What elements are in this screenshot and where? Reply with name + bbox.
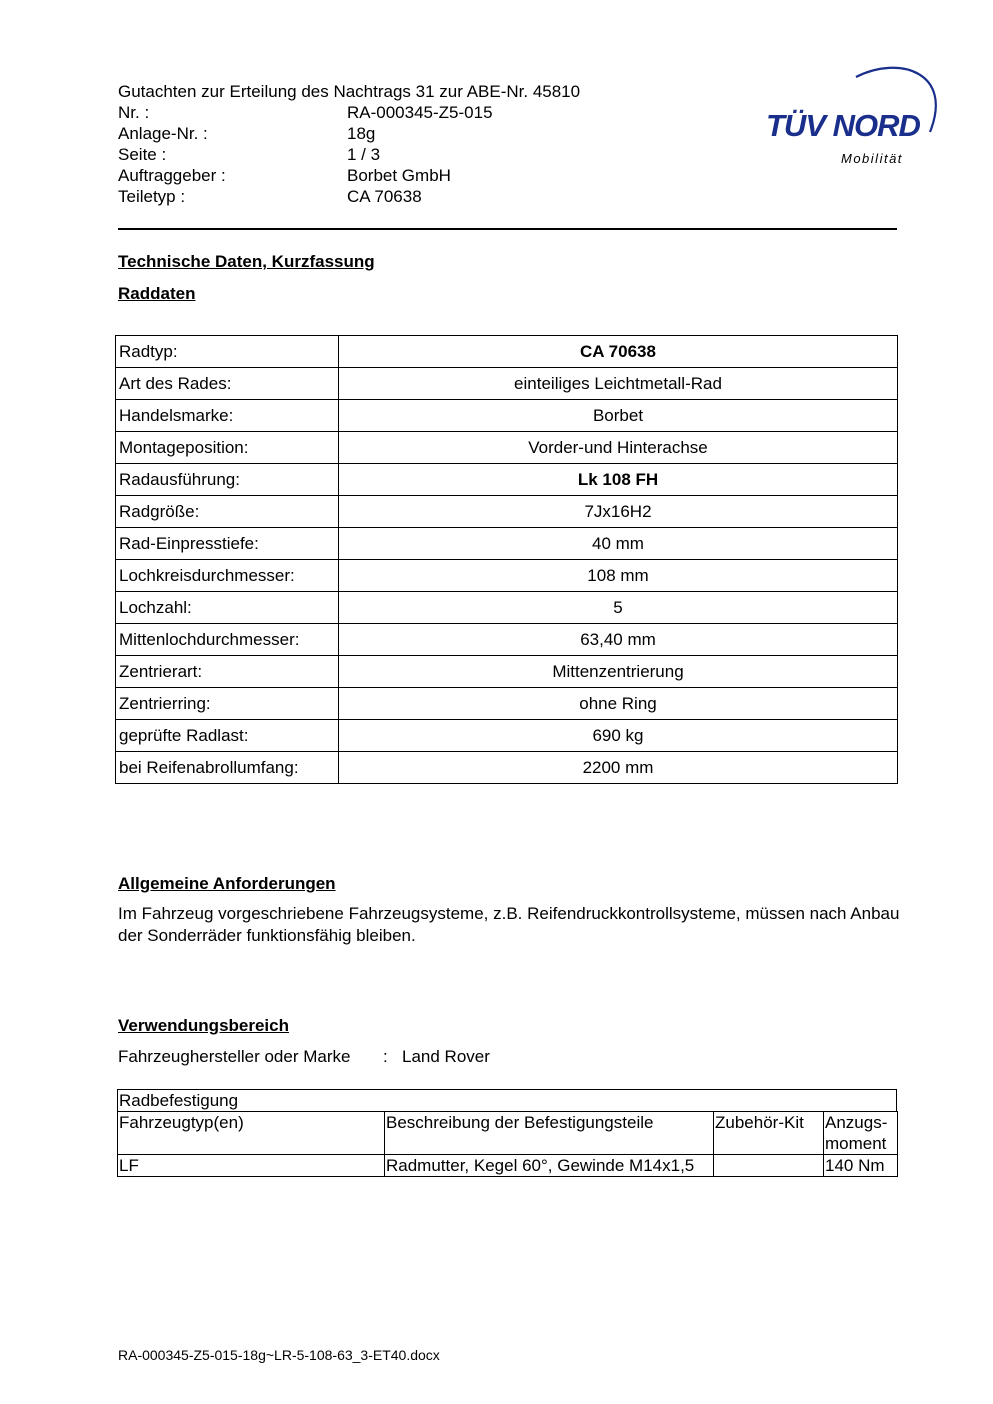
header-divider [118,228,897,230]
header-value: 18g [347,124,376,143]
befestigung-header-cell: Beschreibung der Befestigungsteile [385,1112,714,1155]
raddaten-value: 690 kg [339,720,898,752]
raddaten-key: bei Reifenabrollumfang: [116,752,339,784]
befestigung-header-cell: Zubehör-Kit [714,1112,824,1155]
raddaten-value: Vorder-und Hinterachse [339,432,898,464]
raddaten-key: Handelsmarke: [116,400,339,432]
header-key: Teiletyp : [118,187,186,206]
raddaten-key: Montageposition: [116,432,339,464]
befestigung-header-cell: Anzugs- moment [824,1112,898,1155]
marke-value: Land Rover [402,1047,490,1066]
header-value: RA-000345-Z5-015 [347,103,493,122]
raddaten-value: 40 mm [339,528,898,560]
raddaten-row [116,720,898,752]
raddaten-value: ohne Ring [339,688,898,720]
befestigung-cell: Radmutter, Kegel 60°, Gewinde M14x1,5 [385,1155,714,1177]
raddaten-key: Lochzahl: [116,592,339,624]
raddaten-value: einteiliges Leichtmetall-Rad [339,368,898,400]
heading-anforderungen: Allgemeine Anforderungen [118,874,336,893]
raddaten-row [116,528,898,560]
raddaten-row [116,464,898,496]
raddaten-key: geprüfte Radlast: [116,720,339,752]
raddaten-value: CA 70638 [339,336,898,368]
befestigung-grid [117,1111,898,1177]
raddaten-value: 2200 mm [339,752,898,784]
raddaten-key: Mittenlochdurchmesser: [116,624,339,656]
raddaten-value: Lk 108 FH [339,464,898,496]
befestigung-cell [714,1155,824,1177]
raddaten-row [116,656,898,688]
marke-label: Fahrzeughersteller oder Marke [118,1047,351,1066]
header-row-seite [118,144,493,165]
raddaten-row [116,592,898,624]
raddaten-value: 108 mm [339,560,898,592]
heading-technische-daten: Technische Daten, Kurzfassung [118,252,375,271]
raddaten-row [116,368,898,400]
heading-raddaten: Raddaten [118,284,196,303]
raddaten-key: Rad-Einpresstiefe: [116,528,339,560]
befestigung-cell: LF [118,1155,385,1177]
raddaten-row [116,624,898,656]
raddaten-value: 63,40 mm [339,624,898,656]
raddaten-value: Mittenzentrierung [339,656,898,688]
raddaten-key: Art des Rades: [116,368,339,400]
raddaten-table [115,335,898,784]
document-title: Gutachten zur Erteilung des Nachtrags 31 zur ABE-Nr. 45810 [118,82,581,101]
raddaten-value: Borbet [339,400,898,432]
raddaten-key: Radtyp: [116,336,339,368]
befestigung-table [117,1089,897,1177]
raddaten-key: Zentrierart: [116,656,339,688]
raddaten-key: Radausführung: [116,464,339,496]
raddaten-key: Lochkreisdurchmesser: [116,560,339,592]
raddaten-key: Zentrierring: [116,688,339,720]
befestigung-header-row [118,1112,898,1155]
header-key: Seite : [118,145,167,164]
header-key: Anlage-Nr. : [118,124,208,143]
befestigung-title: Radbefestigung [117,1089,897,1111]
header-row-auftraggeber [118,165,493,186]
raddaten-row [116,752,898,784]
raddaten-value: 7Jx16H2 [339,496,898,528]
raddaten-row [116,336,898,368]
raddaten-value: 5 [339,592,898,624]
logo-subtitle: Mobilität [841,151,903,166]
header-value: CA 70638 [347,187,422,206]
header-key: Auftraggeber : [118,166,226,185]
footer-filename: RA-000345-Z5-015-18g~LR-5-108-63_3-ET40.docx [118,1347,440,1363]
header-row-teiletyp [118,186,493,207]
raddaten-key: Radgröße: [116,496,339,528]
logo-brand-text: TÜV NORD [766,108,920,143]
befestigung-header-cell: Fahrzeugtyp(en) [118,1112,385,1155]
header-value: 1 / 3 [347,145,381,164]
raddaten-row [116,496,898,528]
header-row-anlage [118,123,493,144]
header-key: Nr. : [118,103,150,122]
marke-colon: : [383,1047,388,1066]
befestigung-cell: 140 Nm [824,1155,898,1177]
raddaten-row [116,688,898,720]
header-row-nr [118,102,493,123]
anforderungen-text: Im Fahrzeug vorgeschriebene Fahrzeugsysteme, z.B. Reifendruckkontrollsysteme, müssen nach Anbau der Sonderräder funktionsfähig bleiben. [118,904,900,945]
raddaten-row [116,432,898,464]
marke-line [118,1046,490,1068]
header-info [118,102,493,207]
raddaten-row [116,560,898,592]
heading-verwendungsbereich: Verwendungsbereich [118,1016,289,1035]
befestigung-row [118,1155,898,1177]
raddaten-row [116,400,898,432]
header-value: Borbet GmbH [347,166,451,185]
